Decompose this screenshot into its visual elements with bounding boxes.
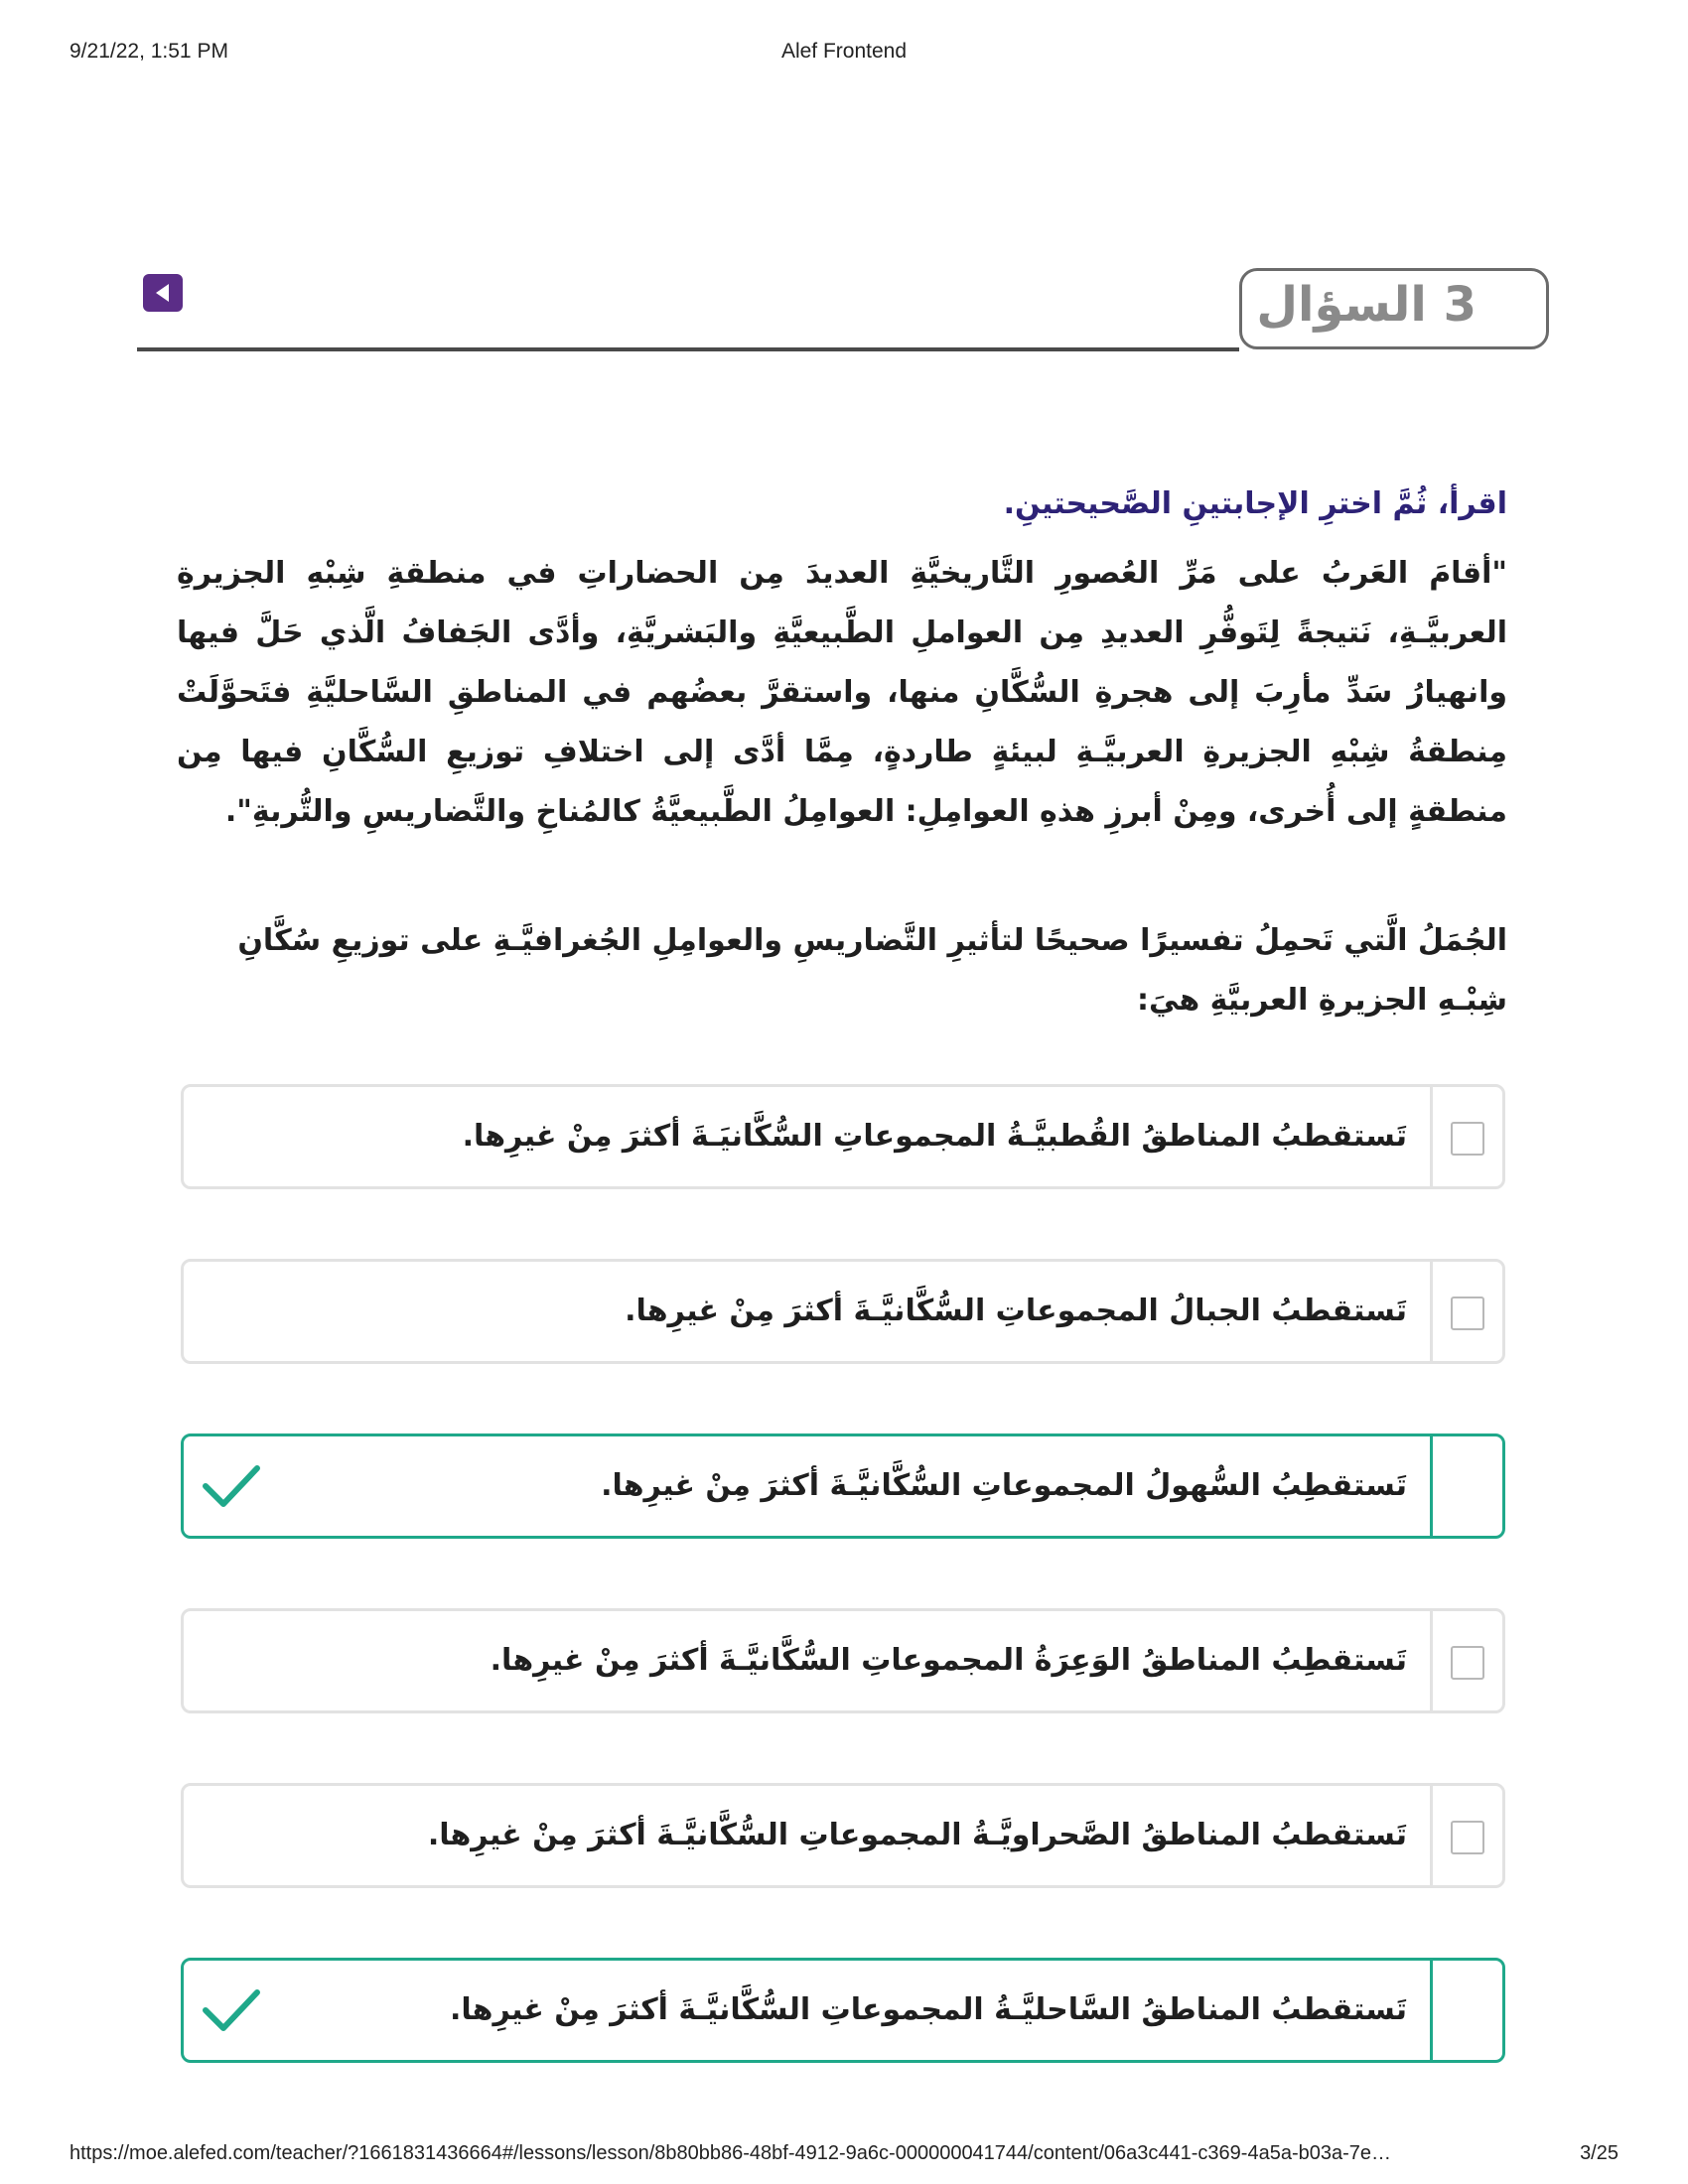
answer-option-divider <box>1430 1786 1433 1885</box>
answer-option-divider <box>1430 1611 1433 1710</box>
answer-option-divider <box>1430 1087 1433 1186</box>
answer-option[interactable] <box>181 1783 1505 1888</box>
print-url: https://moe.alefed.com/teacher/?1661831436664#/lessons/lesson/8b80bb86-48bf-4912-9a6c-000000041744/content/06a3c441-c369-4a5a-b03a-7e… <box>70 2142 1391 2164</box>
header-divider-line <box>137 347 1239 351</box>
reading-passage: "أقامَ العَربُ على مَرِّ العُصورِ التَّاريخيَّةِ العديدَ مِن الحضاراتِ في منطقةِ شِبْهِ الجزيرةِ العربيَّـةِ، نَتيجةً لِتَوفُّرِ العديدِ مِن العواملِ الطَّبيعيَّةِ والبَشريَّةِ، وأدَّى الجَفافُ الَّذي حَلَّ فيها وانهيارُ سَدِّ مأرِبَ إلى هجرةِ السُّكَّانِ منها، واستقرَّ بعضُهم في المناطقِ السَّاحليَّةِ فتَحوَّلَتْ مِنطقةُ شِبْهِ الجزيرةِ العربيَّـةِ لبيئةٍ طاردةٍ، مِمَّا أدَّى إلى اختلافِ توزيعِ السُّكَّانِ فيها مِن منطقةٍ إلى أُخرى، ومِنْ أبرزِ هذهِ العوامِلِ: العوامِلُ الطَّبيعيَّةُ كالمُناخِ والتَّضاريسِ والتُّربةِ". <box>177 556 1507 829</box>
question-number-tab <box>1239 268 1549 349</box>
print-header <box>0 40 1688 69</box>
answer-checkbox[interactable] <box>1451 1646 1484 1680</box>
answer-option-label: تَستقطبُ المناطقُ القُطبيَّـةُ المجموعاتِ السُّكَّانيَـةَ أكثرَ مِنْ غيرِها. <box>462 1119 1407 1154</box>
check-mark-icon <box>202 1462 261 1512</box>
answer-checkbox[interactable] <box>1451 1297 1484 1330</box>
print-datetime: 9/21/22, 1:51 PM <box>70 40 228 63</box>
answer-option[interactable] <box>181 1958 1505 2063</box>
answer-option-label: تَستقطبُ المناطقُ السَّاحليَّـةُ المجموعاتِ السُّكَّانيَّـةَ أكثرَ مِنْ غيرِها. <box>449 1992 1407 2027</box>
check-mark-icon <box>202 1986 261 2036</box>
print-footer <box>0 2142 1688 2172</box>
answer-option-label: تَستقطبُ المناطقُ الصَّحراويَّـةُ المجموعاتِ السُّكَّانيَّـةَ أكثرَ مِنْ غيرِها. <box>427 1818 1407 1852</box>
triangle-left-icon <box>155 283 171 303</box>
question-instruction: اقرأ، ثُمَّ اخترِ الإجابتينِ الصَّحيحتينِ. <box>1003 486 1507 521</box>
question-prompt: الجُمَلُ الَّتي تَحمِلُ تفسيرًا صحيحًا لتأثيرِ التَّضاريسِ والعوامِلِ الجُغرافيَّـةِ على توزيعِ سُكَّانِ شِبْـهِ الجزيرةِ العربيَّةِ هيَ: <box>237 923 1507 1018</box>
answer-option[interactable] <box>181 1259 1505 1364</box>
question-header <box>137 268 1549 357</box>
answer-option-divider <box>1430 1262 1433 1361</box>
answer-checkbox[interactable] <box>1451 1122 1484 1156</box>
answer-checkbox[interactable] <box>1451 1821 1484 1854</box>
answer-option-label: تَستقطِبُ السُّهولُ المجموعاتِ السُّكَّانيَّـةَ أكثرَ مِنْ غيرِها. <box>601 1468 1407 1503</box>
answer-option[interactable] <box>181 1608 1505 1713</box>
back-button[interactable] <box>143 274 183 312</box>
answer-option[interactable] <box>181 1433 1505 1539</box>
answer-option-label: تَستقطبُ الجبالُ المجموعاتِ السُّكَّانيَّـةَ أكثرَ مِنْ غيرِها. <box>625 1294 1407 1328</box>
answer-option-divider <box>1430 1436 1433 1536</box>
answer-option-divider <box>1430 1961 1433 2060</box>
answer-option[interactable] <box>181 1084 1505 1189</box>
question-number-label: 3 السؤال <box>1256 277 1477 333</box>
print-page-number: 3/25 <box>1580 2142 1618 2164</box>
answer-option-label: تَستقطِبُ المناطقُ الوَعِرَةُ المجموعاتِ السُّكَّانيَّـةَ أكثرَ مِنْ غيرِها. <box>490 1643 1407 1678</box>
print-page-title: Alef Frontend <box>780 40 908 63</box>
